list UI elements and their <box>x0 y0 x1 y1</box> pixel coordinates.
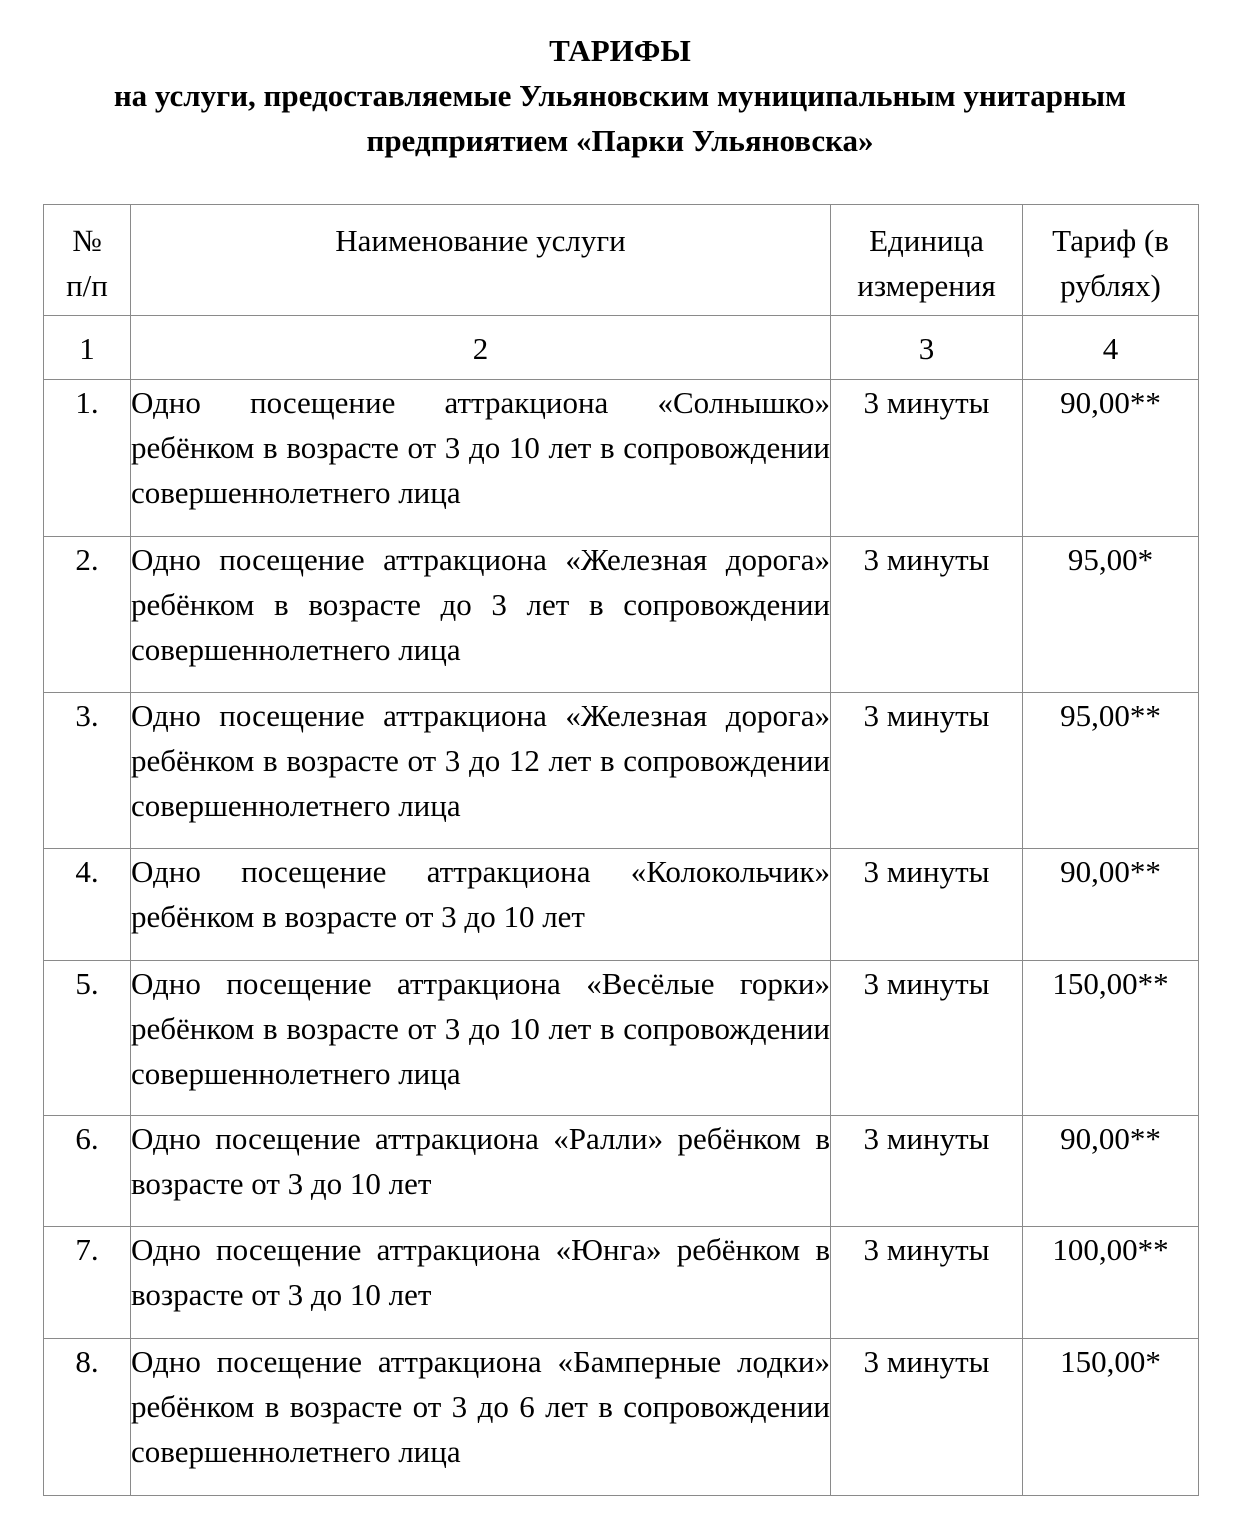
service-name: Одно посещение аттракциона «Железная дорога» ребёнком в возрасте от 3 до 12 лет в сопровождении совершеннолетнего лица <box>131 693 831 849</box>
row-number: 5. <box>44 961 131 1116</box>
unit-of-measure: 3 минуты <box>831 1227 1023 1339</box>
column-header-tariff: Тариф (в рублях) <box>1023 205 1199 316</box>
unit-of-measure: 3 минуты <box>831 1116 1023 1227</box>
unit-of-measure: 3 минуты <box>831 1339 1023 1496</box>
tariff-value: 150,00* <box>1023 1339 1199 1496</box>
unit-of-measure: 3 минуты <box>831 961 1023 1116</box>
table-row <box>44 380 1199 537</box>
column-numbers-row <box>44 316 1199 380</box>
document-header <box>0 28 1240 163</box>
document-title: ТАРИФЫ <box>549 33 691 68</box>
table-row <box>44 961 1199 1116</box>
column-number-4: 4 <box>1023 316 1199 380</box>
column-number-2: 2 <box>131 316 831 380</box>
row-number: 1. <box>44 380 131 537</box>
row-number: 3. <box>44 693 131 849</box>
table-row <box>44 1116 1199 1227</box>
tariff-value: 90,00** <box>1023 380 1199 537</box>
column-header-unit: Единица измерения <box>831 205 1023 316</box>
table-row <box>44 849 1199 961</box>
tariff-table <box>43 204 1199 1496</box>
document-subtitle-line-2: предприятием «Парки Ульяновска» <box>366 123 874 158</box>
table-row <box>44 1227 1199 1339</box>
row-number: 4. <box>44 849 131 961</box>
row-number: 7. <box>44 1227 131 1339</box>
row-number: 2. <box>44 537 131 693</box>
service-name: Одно посещение аттракциона «Весёлые горки» ребёнком в возрасте от 3 до 10 лет в сопровождении совершеннолетнего лица <box>131 961 831 1116</box>
table-row <box>44 537 1199 693</box>
tariff-value: 100,00** <box>1023 1227 1199 1339</box>
unit-of-measure: 3 минуты <box>831 537 1023 693</box>
tariff-value: 150,00** <box>1023 961 1199 1116</box>
service-name: Одно посещение аттракциона «Бамперные лодки» ребёнком в возрасте от 3 до 6 лет в сопровождении совершеннолетнего лица <box>131 1339 831 1496</box>
column-number-3: 3 <box>831 316 1023 380</box>
service-name: Одно посещение аттракциона «Колокольчик» ребёнком в возрасте от 3 до 10 лет <box>131 849 831 961</box>
unit-of-measure: 3 минуты <box>831 380 1023 537</box>
tariff-value: 90,00** <box>1023 1116 1199 1227</box>
table-header-row <box>44 205 1199 316</box>
service-name: Одно посещение аттракциона «Юнга» ребёнком в возрасте от 3 до 10 лет <box>131 1227 831 1339</box>
tariff-value: 95,00** <box>1023 693 1199 849</box>
tariff-value: 95,00* <box>1023 537 1199 693</box>
row-number: 8. <box>44 1339 131 1496</box>
document-subtitle-line-1: на услуги, предоставляемые Ульяновским муниципальным унитарным <box>113 78 1127 113</box>
service-name: Одно посещение аттракциона «Ралли» ребёнком в возрасте от 3 до 10 лет <box>131 1116 831 1227</box>
column-number-1: 1 <box>44 316 131 380</box>
service-name: Одно посещение аттракциона «Солнышко» ребёнком в возрасте от 3 до 10 лет в сопровождении совершеннолетнего лица <box>131 380 831 537</box>
service-name: Одно посещение аттракциона «Железная дорога» ребёнком в возрасте до 3 лет в сопровождении совершеннолетнего лица <box>131 537 831 693</box>
table-row <box>44 1339 1199 1496</box>
table-row <box>44 693 1199 849</box>
row-number: 6. <box>44 1116 131 1227</box>
column-header-number: № п/п <box>44 205 131 316</box>
unit-of-measure: 3 минуты <box>831 849 1023 961</box>
tariff-value: 90,00** <box>1023 849 1199 961</box>
column-header-service-name: Наименование услуги <box>131 205 831 316</box>
unit-of-measure: 3 минуты <box>831 693 1023 849</box>
